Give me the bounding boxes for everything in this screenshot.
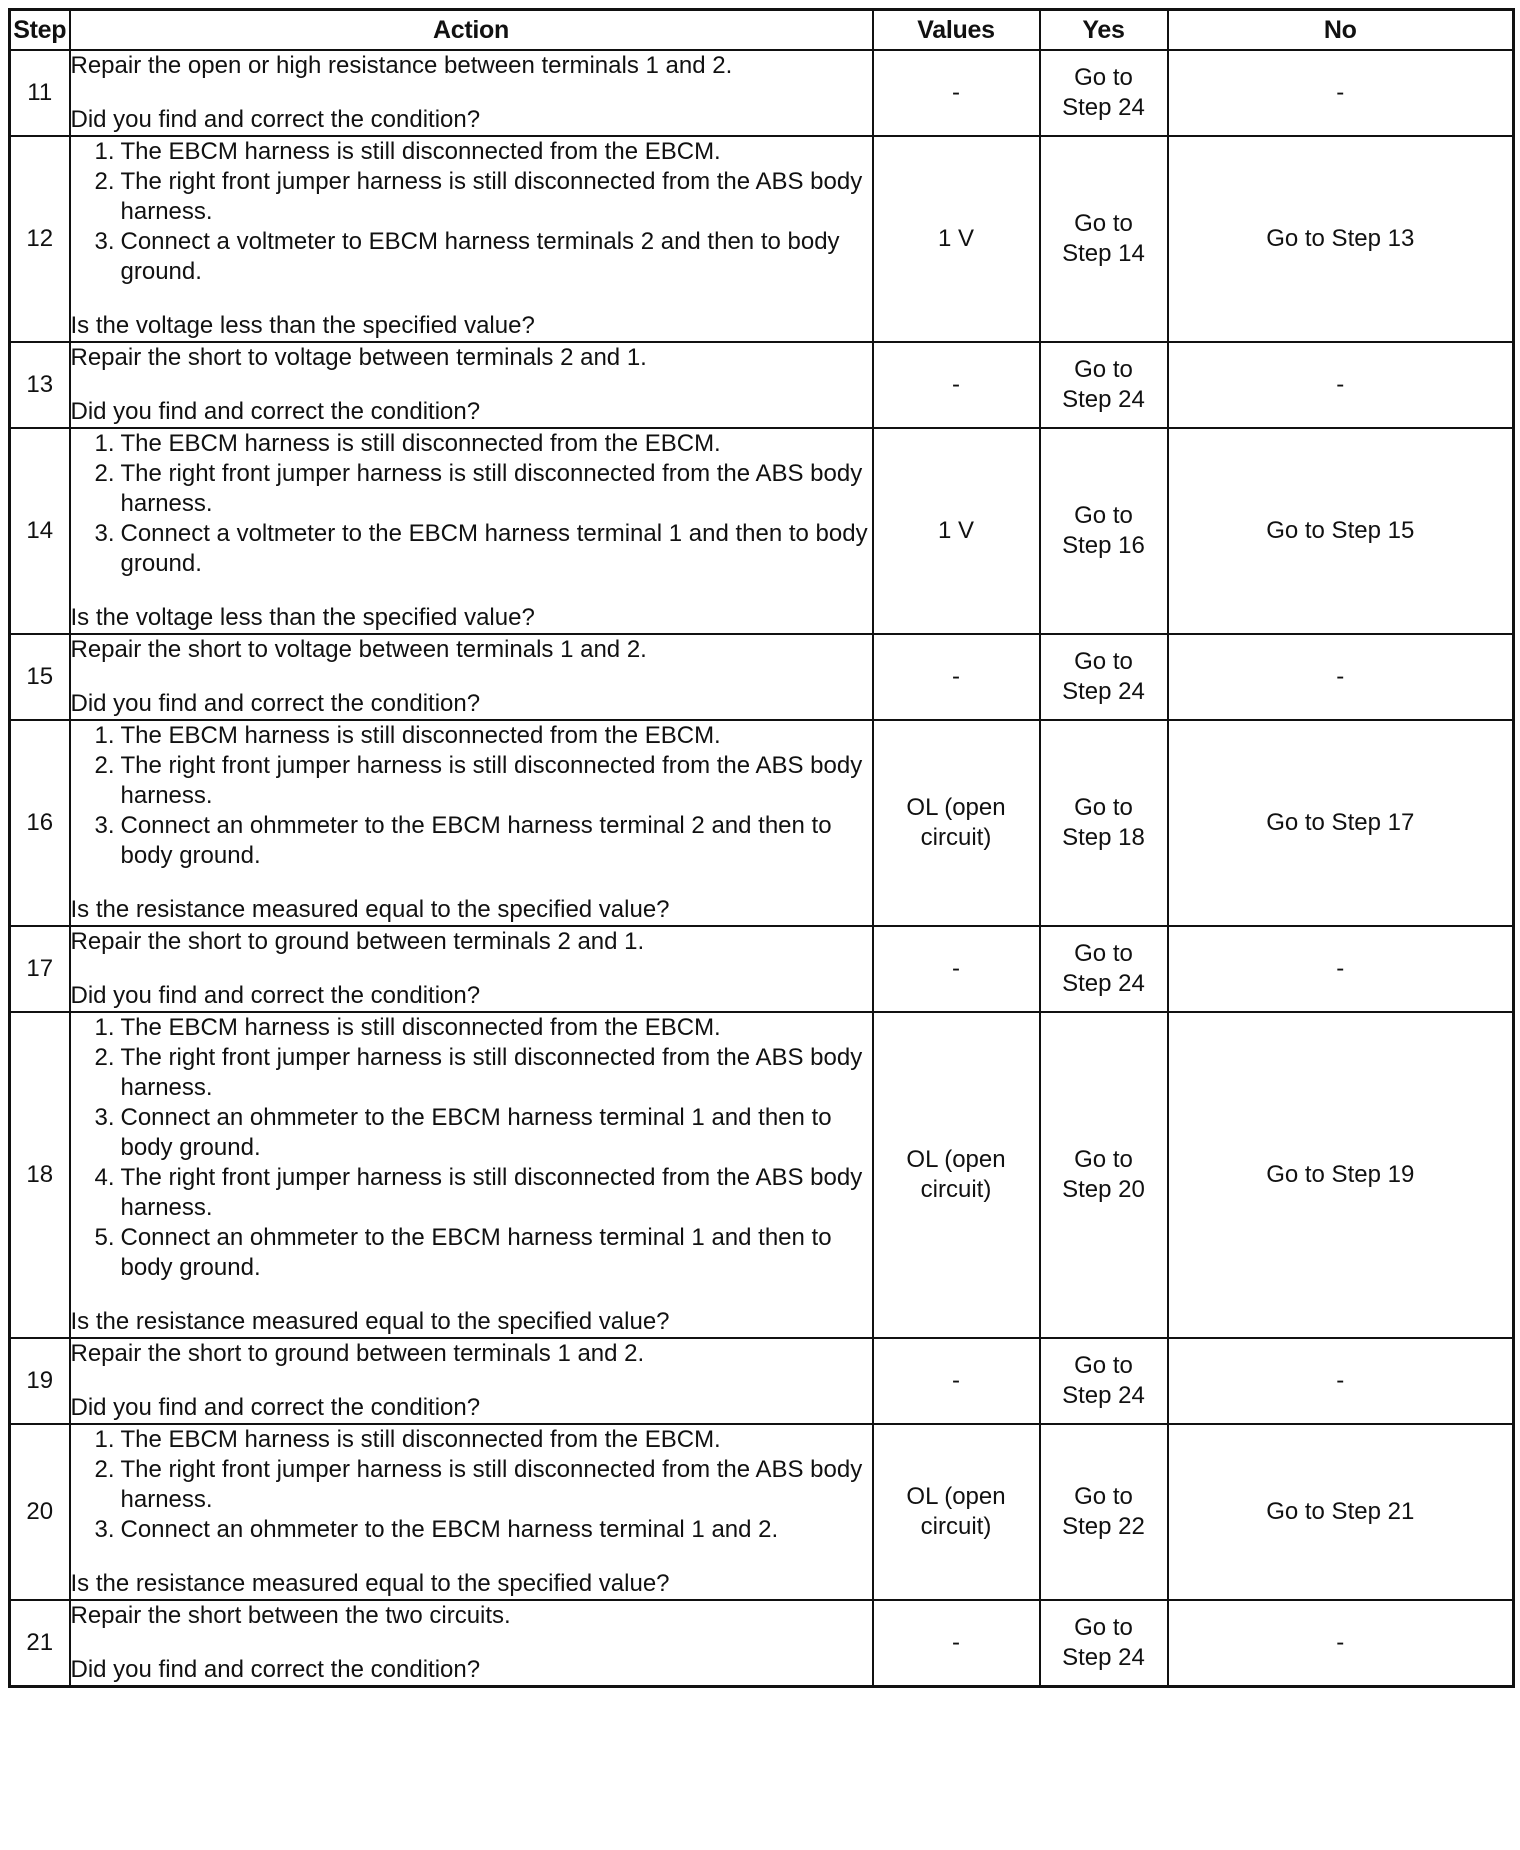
header-values: Values bbox=[873, 10, 1040, 51]
list-item-number: 2. bbox=[94, 168, 115, 195]
specified-value: OL (open circuit) bbox=[873, 720, 1040, 926]
list-item-number: 1. bbox=[94, 1426, 115, 1453]
action-cell bbox=[70, 136, 873, 342]
list-item-number: 1. bbox=[94, 430, 115, 457]
diagnostic-table bbox=[8, 8, 1515, 1688]
list-item bbox=[94, 167, 872, 227]
list-item bbox=[94, 811, 872, 871]
table-row bbox=[10, 50, 1514, 136]
list-item-text: The right front jumper harness is still disconnected from the ABS body harness. bbox=[120, 460, 863, 517]
list-item-text: The EBCM harness is still disconnected from the EBCM. bbox=[120, 722, 721, 749]
no-next-step: - bbox=[1168, 50, 1514, 136]
action-cell bbox=[70, 342, 873, 428]
yes-next-step: Go to Step 24 bbox=[1040, 50, 1168, 136]
action-question: Is the resistance measured equal to the specified value? bbox=[70, 1308, 670, 1335]
list-item-text: Connect a voltmeter to EBCM harness terminals 2 and then to body ground. bbox=[120, 228, 840, 285]
action-question: Did you find and correct the condition? bbox=[70, 106, 481, 133]
yes-next-step: Go to Step 24 bbox=[1040, 342, 1168, 428]
list-item-text: Connect an ohmmeter to the EBCM harness terminal 2 and then to body ground. bbox=[120, 812, 832, 869]
action-statement: Repair the open or high resistance between terminals 1 and 2. bbox=[70, 52, 733, 79]
list-item-number: 2. bbox=[94, 1456, 115, 1483]
list-item-text: The EBCM harness is still disconnected from the EBCM. bbox=[120, 138, 721, 165]
table-row bbox=[10, 136, 1514, 342]
yes-next-step: Go to Step 24 bbox=[1040, 926, 1168, 1012]
list-item-text: Connect a voltmeter to the EBCM harness terminal 1 and then to body ground. bbox=[120, 520, 868, 577]
action-statement: Repair the short to ground between terminals 2 and 1. bbox=[70, 928, 645, 955]
specified-value: - bbox=[873, 1338, 1040, 1424]
action-steps-list bbox=[71, 429, 872, 579]
list-item bbox=[94, 1103, 872, 1163]
action-question: Is the resistance measured equal to the specified value? bbox=[70, 1570, 670, 1597]
step-number: 12 bbox=[10, 136, 70, 342]
list-item bbox=[94, 459, 872, 519]
no-next-step: Go to Step 13 bbox=[1168, 136, 1514, 342]
yes-next-step: Go to Step 22 bbox=[1040, 1424, 1168, 1600]
table-row bbox=[10, 1424, 1514, 1600]
list-item bbox=[94, 721, 872, 751]
action-steps-list bbox=[71, 1013, 872, 1283]
list-item-text: The EBCM harness is still disconnected from the EBCM. bbox=[120, 1014, 721, 1041]
yes-next-step: Go to Step 18 bbox=[1040, 720, 1168, 926]
action-steps-list bbox=[71, 137, 872, 287]
action-question: Did you find and correct the condition? bbox=[70, 982, 481, 1009]
list-item-text: The EBCM harness is still disconnected from the EBCM. bbox=[120, 1426, 721, 1453]
yes-next-step: Go to Step 24 bbox=[1040, 1338, 1168, 1424]
table-row bbox=[10, 926, 1514, 1012]
action-statement: Repair the short to voltage between terminals 1 and 2. bbox=[70, 636, 647, 663]
yes-next-step: Go to Step 14 bbox=[1040, 136, 1168, 342]
list-item-text: The right front jumper harness is still disconnected from the ABS body harness. bbox=[120, 1456, 863, 1513]
list-item bbox=[94, 227, 872, 287]
yes-next-step: Go to Step 16 bbox=[1040, 428, 1168, 634]
action-steps-list bbox=[71, 721, 872, 871]
list-item-text: The right front jumper harness is still disconnected from the ABS body harness. bbox=[120, 1044, 863, 1101]
no-next-step: - bbox=[1168, 342, 1514, 428]
no-next-step: Go to Step 21 bbox=[1168, 1424, 1514, 1600]
no-next-step: Go to Step 17 bbox=[1168, 720, 1514, 926]
no-next-step: - bbox=[1168, 634, 1514, 720]
table-row bbox=[10, 342, 1514, 428]
list-item-text: The right front jumper harness is still disconnected from the ABS body harness. bbox=[120, 752, 863, 809]
list-item-number: 1. bbox=[94, 722, 115, 749]
action-question: Is the resistance measured equal to the specified value? bbox=[70, 896, 670, 923]
table-row bbox=[10, 428, 1514, 634]
action-question: Did you find and correct the condition? bbox=[70, 1394, 481, 1421]
no-next-step: - bbox=[1168, 1338, 1514, 1424]
specified-value: - bbox=[873, 342, 1040, 428]
action-question: Is the voltage less than the specified value? bbox=[70, 604, 535, 631]
header-no: No bbox=[1168, 10, 1514, 51]
specified-value: OL (open circuit) bbox=[873, 1424, 1040, 1600]
list-item-text: The right front jumper harness is still disconnected from the ABS body harness. bbox=[120, 1164, 863, 1221]
step-number: 14 bbox=[10, 428, 70, 634]
step-number: 16 bbox=[10, 720, 70, 926]
action-cell bbox=[70, 1012, 873, 1338]
step-number: 11 bbox=[10, 50, 70, 136]
action-question: Did you find and correct the condition? bbox=[70, 398, 481, 425]
list-item-number: 1. bbox=[94, 1014, 115, 1041]
no-next-step: Go to Step 15 bbox=[1168, 428, 1514, 634]
action-question: Did you find and correct the condition? bbox=[70, 690, 481, 717]
step-number: 21 bbox=[10, 1600, 70, 1687]
table-row bbox=[10, 1012, 1514, 1338]
list-item-text: The right front jumper harness is still disconnected from the ABS body harness. bbox=[120, 168, 863, 225]
table-body bbox=[10, 50, 1514, 1687]
header-step: Step bbox=[10, 10, 70, 51]
step-number: 18 bbox=[10, 1012, 70, 1338]
list-item bbox=[94, 137, 872, 167]
table-row bbox=[10, 634, 1514, 720]
specified-value: 1 V bbox=[873, 428, 1040, 634]
action-cell bbox=[70, 1600, 873, 1687]
action-steps-list bbox=[71, 1425, 872, 1545]
action-cell bbox=[70, 926, 873, 1012]
list-item bbox=[94, 1013, 872, 1043]
list-item-number: 3. bbox=[94, 520, 115, 547]
list-item bbox=[94, 519, 872, 579]
table-row bbox=[10, 720, 1514, 926]
action-statement: Repair the short to ground between terminals 1 and 2. bbox=[70, 1340, 645, 1367]
no-next-step: - bbox=[1168, 1600, 1514, 1687]
specified-value: - bbox=[873, 634, 1040, 720]
table-row bbox=[10, 1600, 1514, 1687]
specified-value: - bbox=[873, 926, 1040, 1012]
action-cell bbox=[70, 720, 873, 926]
action-cell bbox=[70, 1338, 873, 1424]
action-cell bbox=[70, 634, 873, 720]
specified-value: OL (open circuit) bbox=[873, 1012, 1040, 1338]
list-item-number: 1. bbox=[94, 138, 115, 165]
specified-value: - bbox=[873, 1600, 1040, 1687]
action-statement: Repair the short to voltage between terminals 2 and 1. bbox=[70, 344, 647, 371]
step-number: 19 bbox=[10, 1338, 70, 1424]
list-item-number: 3. bbox=[94, 228, 115, 255]
list-item bbox=[94, 1425, 872, 1455]
step-number: 15 bbox=[10, 634, 70, 720]
list-item-number: 3. bbox=[94, 1104, 115, 1131]
header-action: Action bbox=[70, 10, 873, 51]
list-item-number: 3. bbox=[94, 812, 115, 839]
list-item bbox=[94, 1223, 872, 1283]
list-item bbox=[94, 1515, 872, 1545]
list-item-text: Connect an ohmmeter to the EBCM harness terminal 1 and then to body ground. bbox=[120, 1104, 832, 1161]
action-question: Is the voltage less than the specified value? bbox=[70, 312, 535, 339]
list-item-number: 2. bbox=[94, 460, 115, 487]
yes-next-step: Go to Step 24 bbox=[1040, 634, 1168, 720]
action-question: Did you find and correct the condition? bbox=[70, 1656, 481, 1683]
list-item-text: Connect an ohmmeter to the EBCM harness terminal 1 and 2. bbox=[120, 1516, 779, 1543]
list-item-text: Connect an ohmmeter to the EBCM harness terminal 1 and then to body ground. bbox=[120, 1224, 832, 1281]
list-item-text: The EBCM harness is still disconnected from the EBCM. bbox=[120, 430, 721, 457]
document-page bbox=[8, 8, 1512, 1688]
list-item-number: 5. bbox=[94, 1224, 115, 1251]
table-header-row bbox=[10, 10, 1514, 51]
list-item-number: 4. bbox=[94, 1164, 115, 1191]
no-next-step: - bbox=[1168, 926, 1514, 1012]
step-number: 17 bbox=[10, 926, 70, 1012]
yes-next-step: Go to Step 24 bbox=[1040, 1600, 1168, 1687]
yes-next-step: Go to Step 20 bbox=[1040, 1012, 1168, 1338]
list-item-number: 3. bbox=[94, 1516, 115, 1543]
action-cell bbox=[70, 1424, 873, 1600]
header-yes: Yes bbox=[1040, 10, 1168, 51]
action-statement: Repair the short between the two circuits. bbox=[70, 1602, 511, 1629]
list-item-number: 2. bbox=[94, 752, 115, 779]
list-item bbox=[94, 1043, 872, 1103]
list-item bbox=[94, 429, 872, 459]
list-item bbox=[94, 1163, 872, 1223]
specified-value: - bbox=[873, 50, 1040, 136]
specified-value: 1 V bbox=[873, 136, 1040, 342]
action-cell bbox=[70, 428, 873, 634]
table-row bbox=[10, 1338, 1514, 1424]
list-item bbox=[94, 1455, 872, 1515]
no-next-step: Go to Step 19 bbox=[1168, 1012, 1514, 1338]
step-number: 20 bbox=[10, 1424, 70, 1600]
list-item bbox=[94, 751, 872, 811]
list-item-number: 2. bbox=[94, 1044, 115, 1071]
step-number: 13 bbox=[10, 342, 70, 428]
action-cell bbox=[70, 50, 873, 136]
